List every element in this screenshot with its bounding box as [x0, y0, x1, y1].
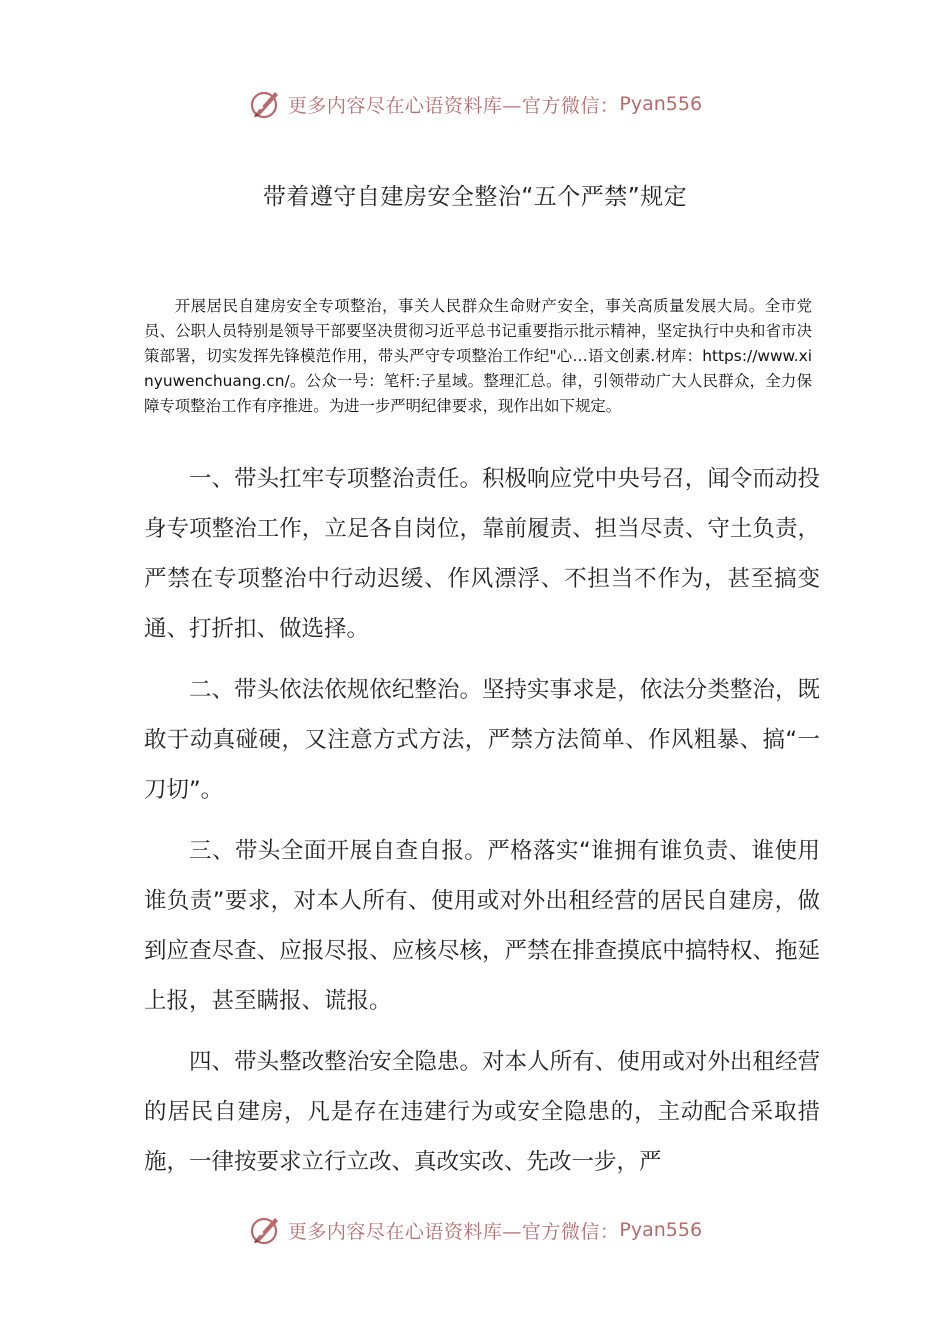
watermark-wechat-id: Pyan556	[619, 93, 703, 115]
watermark-header	[0, 82, 950, 126]
document-title: 带着遵守自建房安全整治“五个严禁”规定	[262, 184, 688, 210]
intro-paragraph: 开展居民自建房安全专项整治，事关人民群众生命财产安全，事关高质量发展大局。全市党员、公职人员特别是领导干部要坚决贯彻习近平总书记重要指示批示精神，坚定执行中央和省市决策部署，切实发挥先锋模范作用，带头严守专项整治工作纪"心…语文创素.材库：https://www.xinyuwenchuang.cn/。公众一号：笔杆:子星域。整理汇总。律，引领带动广大人民群众，全力保障专项整治工作有序推进。为进一步严明纪律要求，现作出如下规定。	[144, 297, 812, 415]
watermark-text: 更多内容尽在心语资料库—官方微信：	[287, 94, 620, 117]
pen-circle-icon	[248, 1213, 282, 1247]
watermark-text: 更多内容尽在心语资料库—官方微信：	[287, 1220, 620, 1243]
section-3-paragraph: 三、带头全面开展自查自报。严格落实“谁拥有谁负责、谁使用谁负责”要求，对本人所有、使用或对外出租经营的居民自建房，做到应查尽查、应报尽报、应核尽核，严禁在排查摸底中搞特权、拖延上报，甚至瞒报、谎报。	[144, 838, 820, 1014]
watermark-wechat-id: Pyan556	[619, 1219, 703, 1241]
watermark-footer	[0, 1208, 950, 1252]
pen-circle-icon	[248, 87, 282, 121]
section-4-paragraph: 四、带头整改整治安全隐患。对本人所有、使用或对外出租经营的居民自建房，凡是存在违建行为或安全隐患的，主动配合采取措施，一律按要求立行立改、真改实改、先改一步，严	[144, 1049, 820, 1175]
section-2-paragraph: 二、带头依法依规依纪整治。坚持实事求是，依法分类整治，既敢于动真碰硬，又注意方式方法，严禁方法简单、作风粗暴、搞“一刀切”。	[144, 677, 820, 803]
section-1-paragraph: 一、带头扛牢专项整治责任。积极响应党中央号召，闻令而动投身专项整治工作，立足各自岗位，靠前履责、担当尽责、守土负责，严禁在专项整治中行动迟缓、作风漂浮、不担当不作为，甚至搞变通、打折扣、做选择。	[144, 466, 820, 642]
